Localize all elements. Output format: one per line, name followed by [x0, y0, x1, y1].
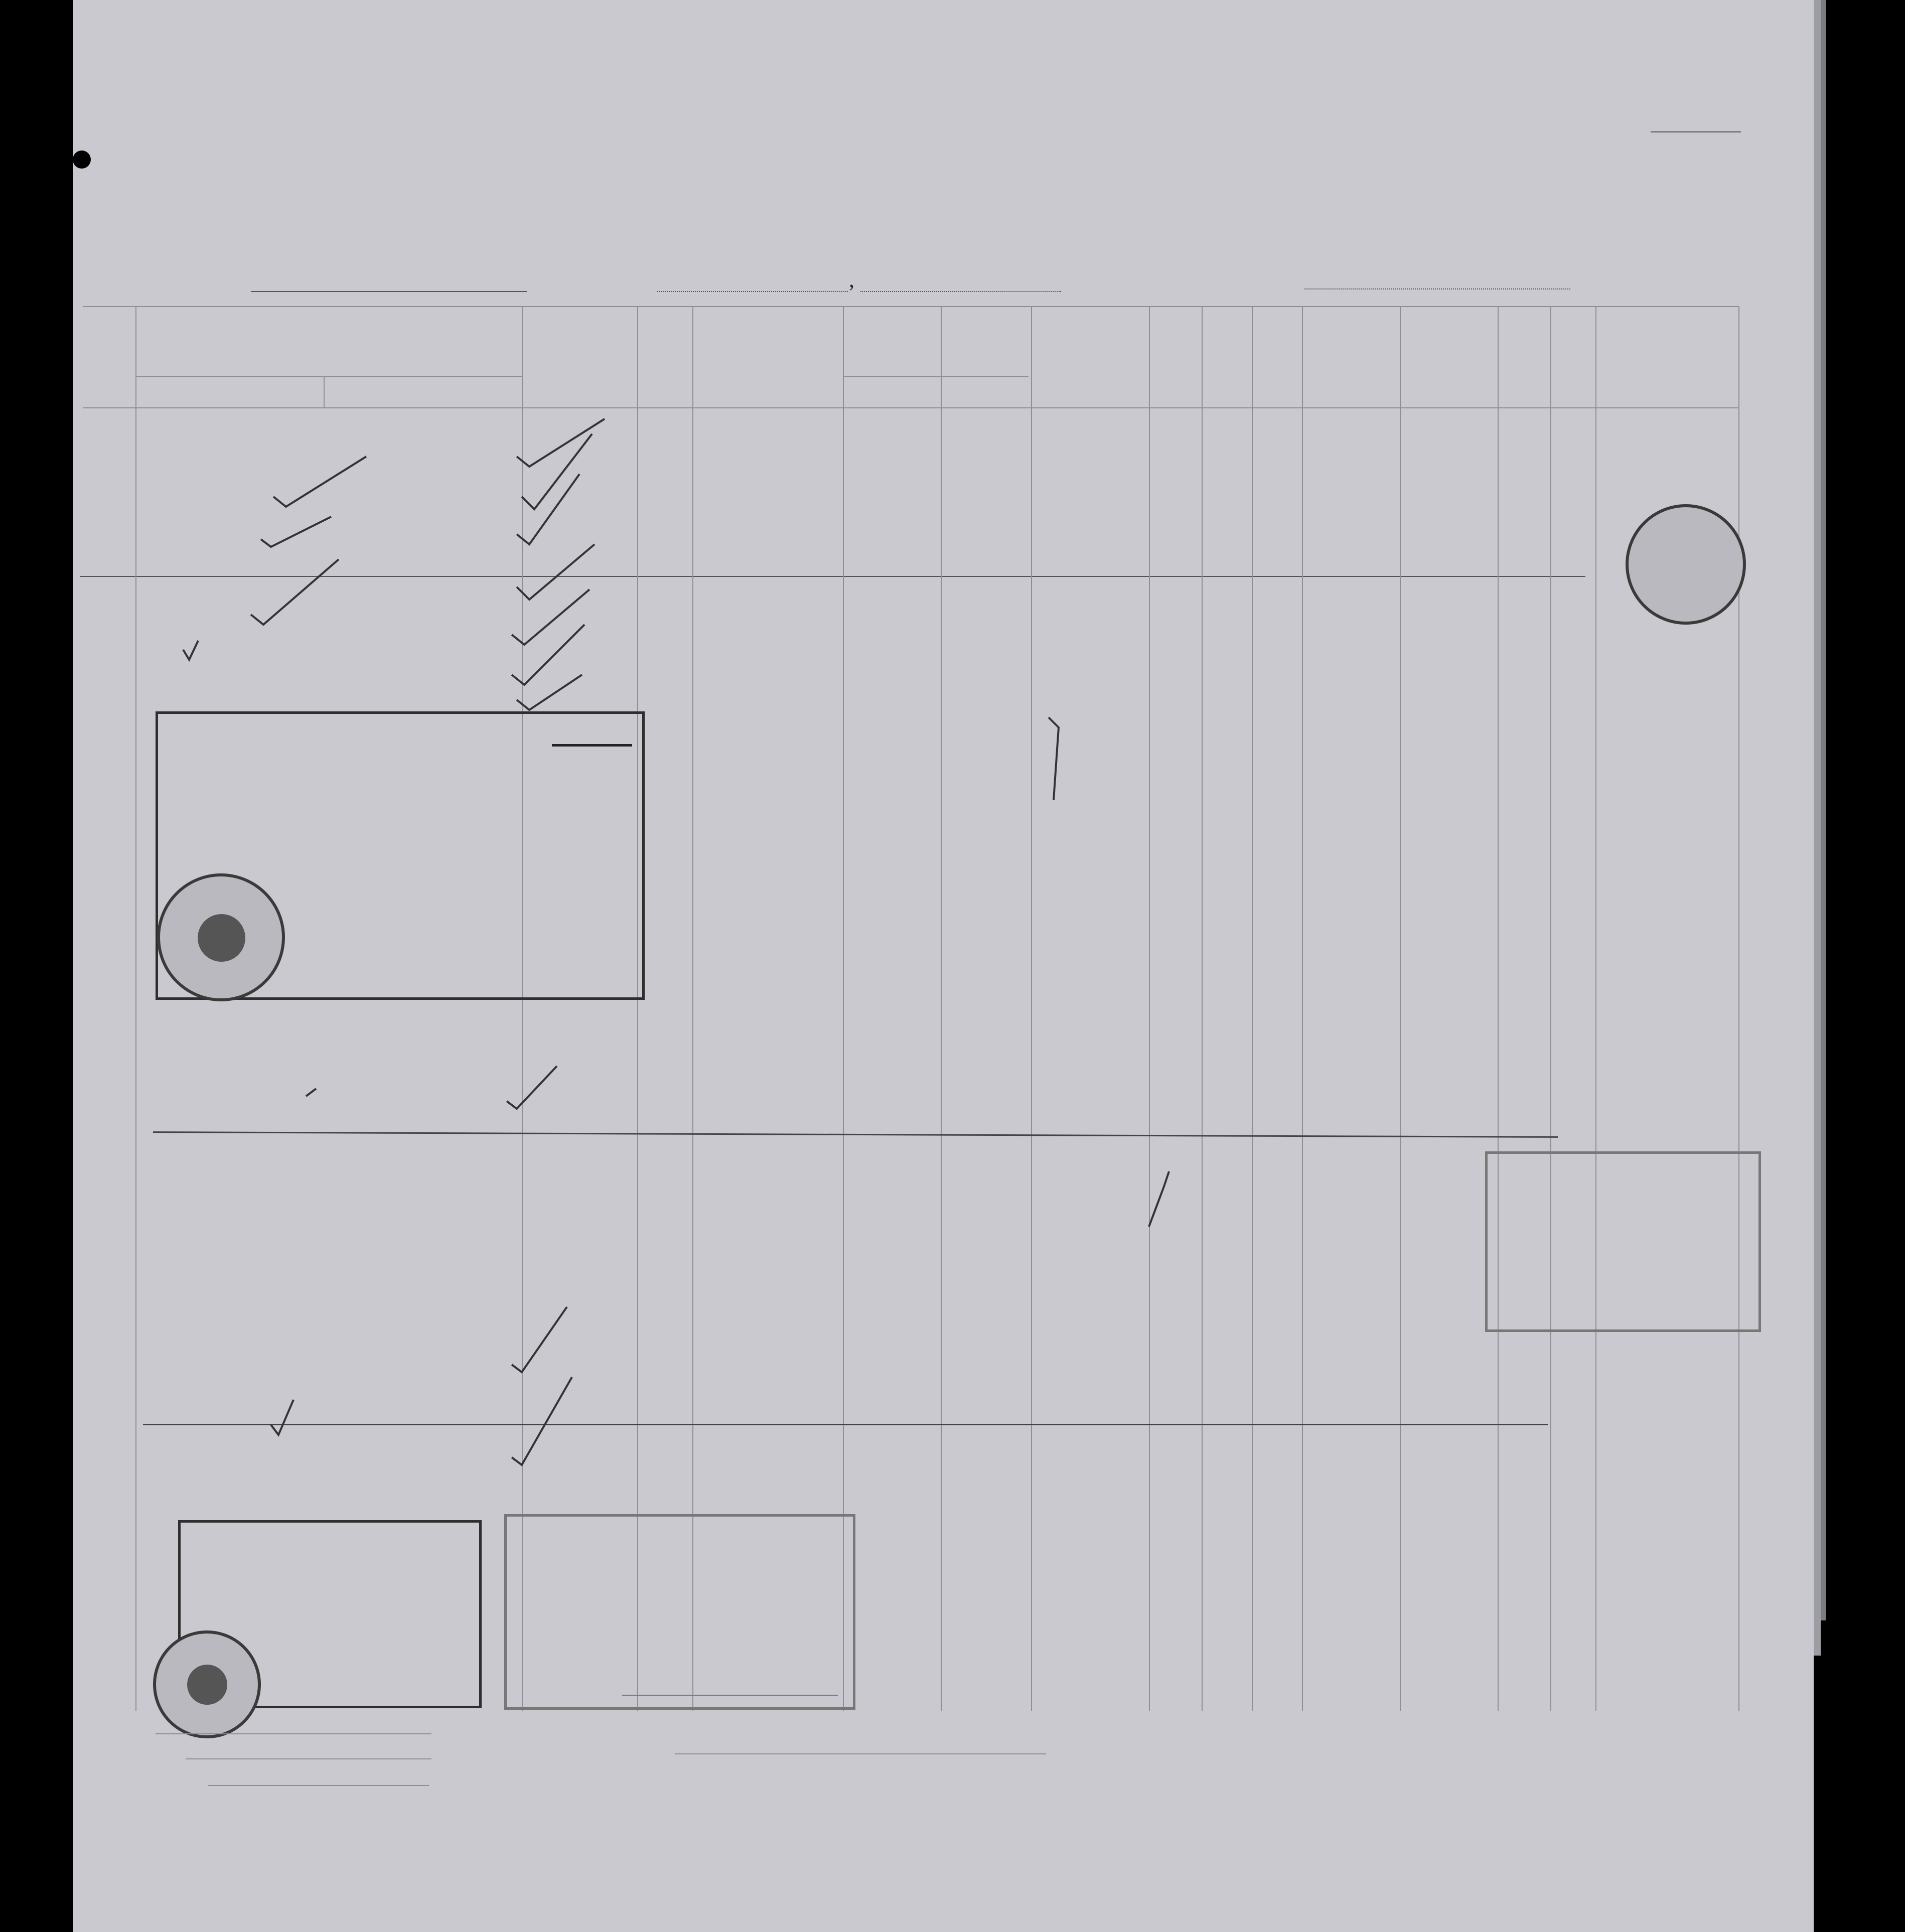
- eagle-emblem-icon: [187, 1665, 227, 1705]
- consulate-seal-cartagena: [157, 873, 285, 1001]
- stamp-antofagasta: [178, 1520, 482, 1708]
- consulate-seal-antofagasta: [1626, 504, 1746, 625]
- agents-rule: [208, 1785, 429, 1786]
- deputy-rule: [622, 1695, 838, 1696]
- no-value: [552, 744, 632, 747]
- eagle-emblem-icon: [198, 914, 245, 962]
- comma: ,: [849, 267, 854, 292]
- consulate-seal-antofagasta-2: [153, 1630, 261, 1738]
- inspector-rule: [675, 1753, 1046, 1754]
- stamp-cristobal: [1485, 1151, 1761, 1332]
- stamp-balboa: [504, 1514, 855, 1710]
- owners-rule: [186, 1758, 431, 1759]
- stamp-cartagena: [156, 711, 645, 1000]
- line-rule: [156, 1733, 431, 1734]
